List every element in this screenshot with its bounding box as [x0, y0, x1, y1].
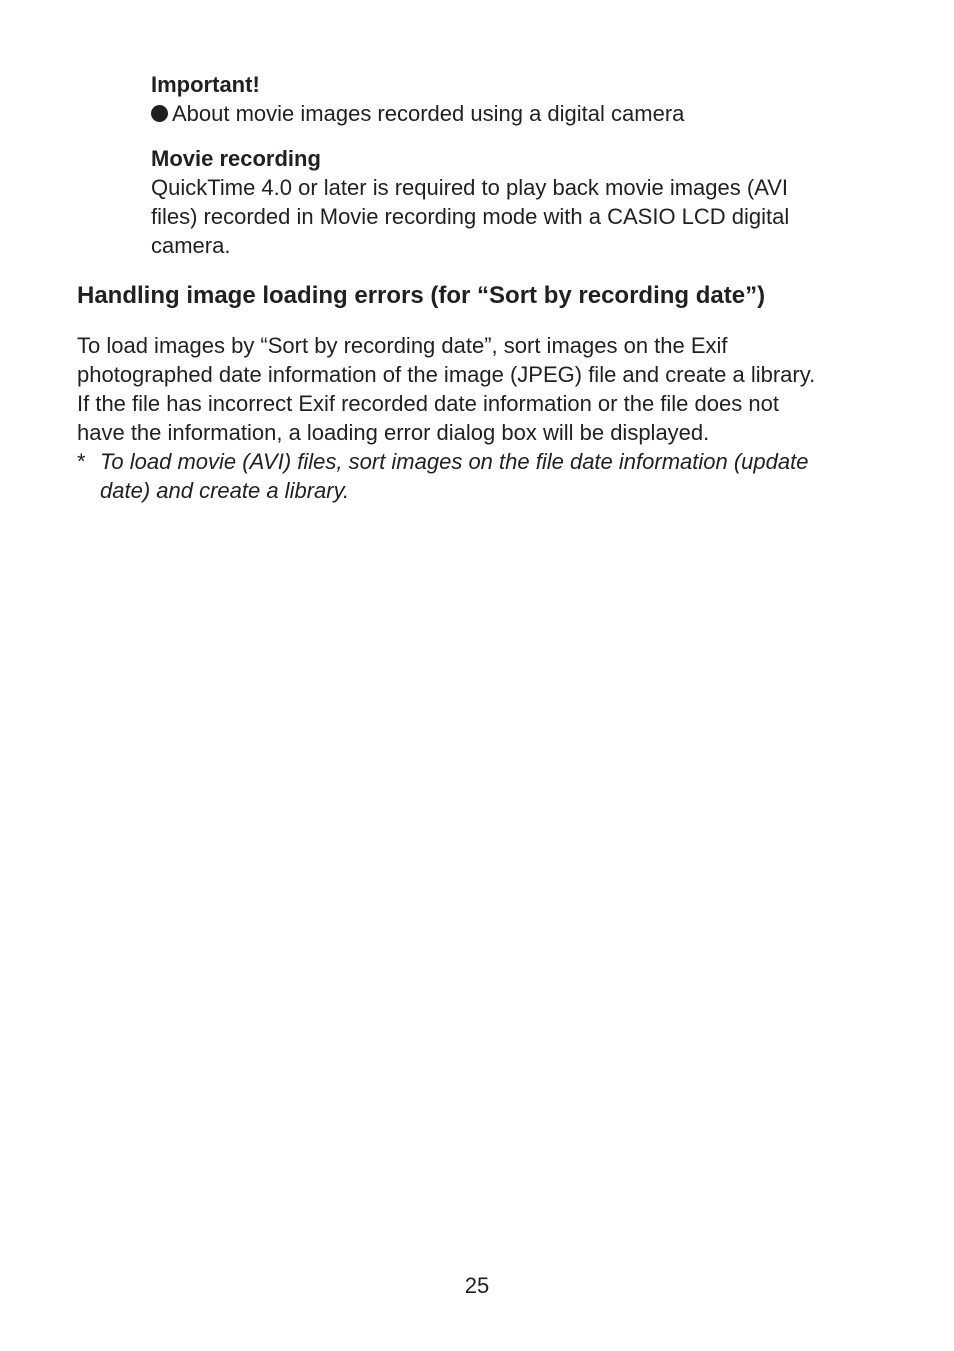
- footnote-text: [100, 447, 808, 505]
- footnote-asterisk: *: [77, 449, 86, 474]
- important-label: Important!: [151, 72, 260, 97]
- body-line-1: To load images by “Sort by recording date”, sort images on the Exif: [77, 333, 728, 358]
- section-heading: Handling image loading errors (for “Sort by recording date”): [77, 282, 766, 309]
- important-notice: [151, 70, 871, 128]
- body-line-2: photographed date information of the image (JPEG) file and create a library.: [77, 362, 816, 387]
- body-line-4: have the information, a loading error dialog box will be displayed.: [77, 420, 710, 445]
- movie-recording-section: [151, 144, 871, 260]
- section-body: [77, 331, 897, 447]
- movie-recording-line-2: files) recorded in Movie recording mode with a CASIO LCD digital: [151, 204, 790, 229]
- footnote: [77, 447, 897, 505]
- movie-recording-line-1: QuickTime 4.0 or later is required to play back movie images (AVI: [151, 175, 789, 200]
- page-number: 25: [464, 1273, 490, 1298]
- important-bullet-item: [151, 99, 871, 128]
- footnote-line-2: date) and create a library.: [100, 478, 350, 503]
- movie-recording-label: Movie recording: [151, 146, 321, 171]
- important-bullet-text: About movie images recorded using a digital camera: [172, 101, 685, 126]
- bullet-icon: [151, 105, 168, 122]
- body-line-3: If the file has incorrect Exif recorded date information or the file does not: [77, 391, 779, 416]
- movie-recording-line-3: camera.: [151, 233, 231, 258]
- footnote-line-1: To load movie (AVI) files, sort images on the file date information (update: [100, 449, 809, 474]
